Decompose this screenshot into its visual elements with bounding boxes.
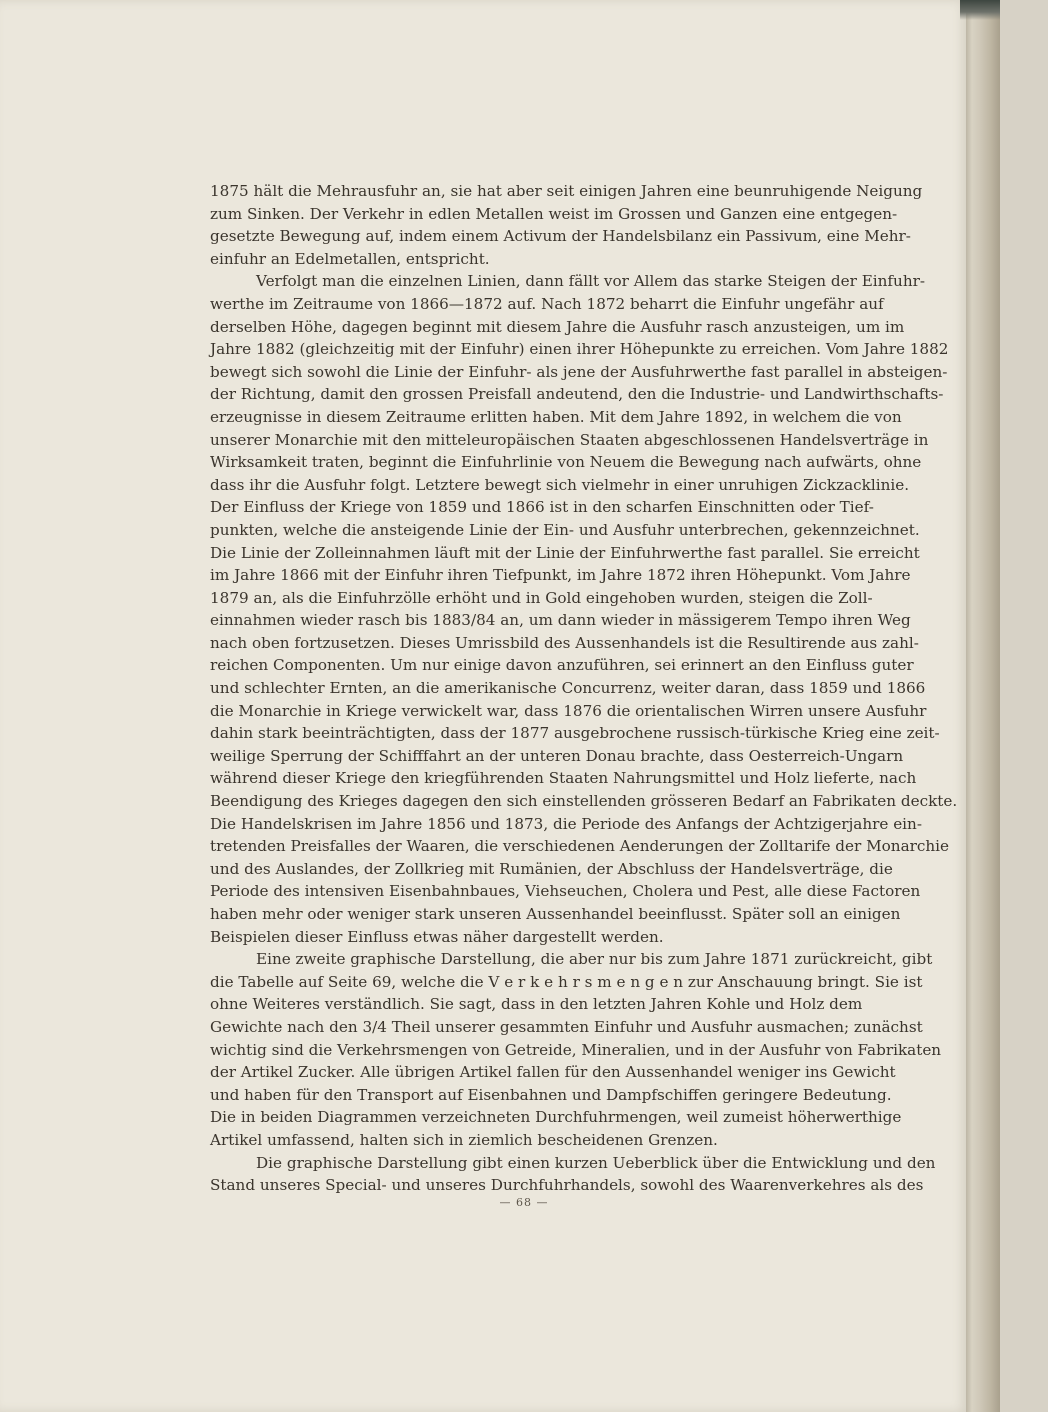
text-line: punkten, welche die ansteigende Linie der Ein- und Ausfuhr unterbrechen, gekennzeichnet. — [210, 520, 920, 539]
text-line: 1879 an, als die Einfuhrzölle erhöht und in Gold eingehoben wurden, steigen die Zoll- — [210, 588, 873, 607]
text-line: Gewichte nach den 3/4 Theil unserer gesammten Einfuhr und Ausfuhr ausmachen; zunächst — [210, 1017, 923, 1036]
text-line: zum Sinken. Der Verkehr in edlen Metallen weist im Grossen und Ganzen eine entgegen- — [210, 204, 898, 223]
page-edge — [966, 0, 1000, 1412]
text-line: 1875 hält die Mehrausfuhr an, sie hat aber seit einigen Jahren eine beunruhigende Neigung — [210, 182, 923, 200]
body-text — [210, 180, 958, 1197]
text-line: der Richtung, damit den grossen Preisfall andeutend, den die Industrie- und Landwirthschafts- — [210, 385, 944, 404]
text-line: Die in beiden Diagrammen verzeichneten Durchfuhrmengen, weil zumeist höherwerthige — [210, 1108, 902, 1127]
text-line: und des Auslandes, der Zollkrieg mit Rumänien, der Abschluss der Handelsverträge, die — [210, 859, 893, 878]
text-line: tretenden Preisfalles der Waaren, die verschiedenen Aenderungen der Zolltarife der Monarchie — [210, 837, 950, 856]
text-line: die Tabelle auf Seite 69, welche die V e r k e h r s m e n g e n zur Anschauung bringt. Sie ist — [210, 972, 923, 991]
text-line: werthe im Zeitraume von 1866—1872 auf. Nach 1872 beharrt die Einfuhr ungefähr auf — [210, 294, 884, 313]
text-line: erzeugnisse in diesem Zeitraume erlitten haben. Mit dem Jahre 1892, in welchem die von — [210, 407, 902, 426]
text-line: unserer Monarchie mit den mitteleuropäischen Staaten abgeschlossenen Handelsverträge in — [210, 430, 929, 449]
text-line: Eine zweite graphische Darstellung, die aber nur bis zum Jahre 1871 zurückreicht, gibt — [256, 950, 933, 969]
text-line: gesetzte Bewegung auf, indem einem Activum der Handelsbilanz ein Passivum, eine Mehr- — [210, 227, 911, 246]
text-line: im Jahre 1866 mit der Einfuhr ihren Tiefpunkt, im Jahre 1872 ihren Höhepunkt. Vom Jahre — [210, 566, 911, 585]
text-line: der Artikel Zucker. Alle übrigen Artikel fallen für den Aussenhandel weniger ins Gewicht — [210, 1063, 896, 1082]
text-line: wichtig sind die Verkehrsmengen von Getreide, Mineralien, und in der Ausfuhr von Fabrikaten — [210, 1040, 942, 1059]
text-line: Verfolgt man die einzelnen Linien, dann fällt vor Allem das starke Steigen der Einfuhr- — [256, 272, 926, 291]
text-line: Die graphische Darstellung gibt einen kurzen Ueberblick über die Entwicklung und den — [256, 1153, 936, 1172]
text-line: Wirksamkeit traten, beginnt die Einfuhrlinie von Neuem die Bewegung nach aufwärts, ohne — [210, 453, 922, 472]
text-line: Jahre 1882 (gleichzeitig mit der Einfuhr) einen ihrer Höhepunkte zu erreichen. Vom Jahre 1882 — [210, 340, 949, 359]
text-line: Die Linie der Zolleinnahmen läuft mit der Linie der Einfuhrwerthe fast parallel. Sie erreicht — [210, 543, 920, 562]
text-line: Die Handelskrisen im Jahre 1856 und 1873, die Periode des Anfangs der Achtzigerjahre ein- — [210, 814, 922, 833]
text-line: die Monarchie in Kriege verwickelt war, dass 1876 die orientalischen Wirren unsere Ausfuhr — [210, 701, 927, 720]
text-line: dahin stark beeinträchtigten, dass der 1877 ausgebrochene russisch-türkische Krieg eine zeit- — [210, 724, 940, 743]
text-line: ohne Weiteres verständlich. Sie sagt, dass in den letzten Jahren Kohle und Holz dem — [210, 995, 863, 1014]
text-line: Artikel umfassend, halten sich in ziemlich bescheidenen Grenzen. — [210, 1130, 718, 1149]
binding-corner — [960, 0, 1000, 20]
text-line: einnahmen wieder rasch bis 1883/84 an, um dann wieder in mässigerem Tempo ihren Weg — [210, 611, 911, 630]
text-line: Der Einfluss der Kriege von 1859 und 1866 ist in den scharfen Einschnitten oder Tief- — [210, 498, 874, 517]
text-line: einfuhr an Edelmetallen, entspricht. — [210, 249, 490, 268]
text-line: Periode des intensiven Eisenbahnbaues, Viehseuchen, Cholera und Pest, alle diese Factoren — [210, 882, 921, 901]
page-number: — 68 — — [499, 1196, 549, 1209]
text-line: und schlechter Ernten, an die amerikanische Concurrenz, weiter daran, dass 1859 und 1866 — [210, 679, 926, 698]
text-line: reichen Componenten. Um nur einige davon anzuführen, sei erinnert an den Einfluss guter — [210, 656, 914, 675]
text-line: und haben für den Transport auf Eisenbahnen und Dampfschiffen geringere Bedeutung. — [210, 1085, 892, 1104]
text-line: derselben Höhe, dagegen beginnt mit diesem Jahre die Ausfuhr rasch anzusteigen, um im — [210, 317, 905, 336]
text-line: weilige Sperrung der Schifffahrt an der unteren Donau brachte, dass Oesterreich-Ungarn — [210, 746, 904, 765]
text-line: haben mehr oder weniger stark unseren Aussenhandel beeinflusst. Später soll an einigen — [210, 905, 901, 923]
text-line: während dieser Kriege den kriegführenden Staaten Nahrungsmittel und Holz lieferte, nach — [210, 769, 917, 788]
text-line: Stand unseres Special- und unseres Durchfuhrhandels, sowohl des Waarenverkehres als des — [210, 1176, 924, 1195]
text-line: Beendigung des Krieges dagegen den sich einstellenden grösseren Bedarf an Fabrikaten deckte. — [210, 792, 958, 811]
text-line: bewegt sich sowohl die Linie der Einfuhr- als jene der Ausfuhrwerthe fast parallel in absteigen- — [210, 362, 948, 381]
text-line: nach oben fortzusetzen. Dieses Umrissbild des Aussenhandels ist die Resultirende aus zahl- — [210, 633, 919, 652]
text-line: dass ihr die Ausfuhr folgt. Letztere bewegt sich vielmehr in einer unruhigen Zickzacklinie. — [210, 475, 910, 494]
text-line: Beispielen dieser Einfluss etwas näher dargestellt werden. — [210, 927, 664, 946]
